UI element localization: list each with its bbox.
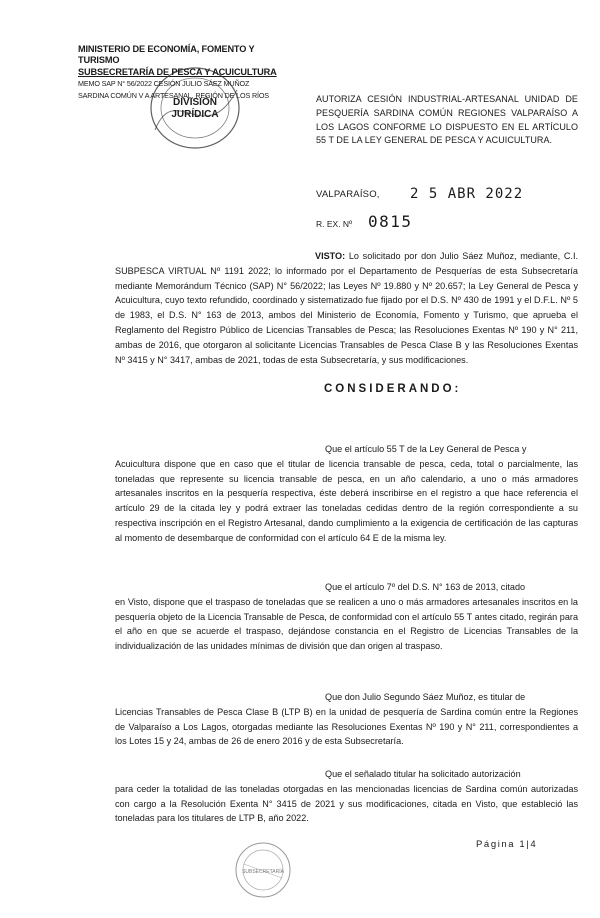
stamp-bottom-text: SUBSECRETARÍA bbox=[242, 869, 284, 875]
considerando-paragraph-3 bbox=[115, 690, 578, 749]
stamp-line-2: JURÍDICA bbox=[171, 109, 219, 120]
visto-label: VISTO: bbox=[315, 251, 346, 261]
paragraph-lead: Que el artículo 7º del D.S. N° 163 de 2013, citado bbox=[325, 582, 526, 592]
paragraph-text: en Visto, dispone que el traspaso de toneladas que se realicen a uno o más armadores artesanales inscritos en la pesquería objeto de la Licencia Transable de Pesca, de conformidad con el artículo 55 T antes citado, regirán para el año en que se acuerde el traspaso, dejándose constancia en el Registro de Licencias Transables de la individualización de las unidades mínimas de división que dan origen al traspaso. bbox=[115, 596, 578, 652]
subsecretaria-stamp bbox=[232, 838, 294, 902]
resolution-date: 2 5 ABR 2022 bbox=[410, 186, 524, 202]
memo-scope: SARDINA COMÚN V A ARTESANAL, REGIÓN DE LOS RÍOS bbox=[78, 90, 269, 100]
considerando-paragraph-4 bbox=[115, 767, 578, 826]
paragraph-lead: Que el señalado titular ha solicitado autorización bbox=[325, 769, 521, 779]
paragraph-lead: Que don Julio Segundo Sáez Muñoz, es titular de bbox=[325, 692, 526, 702]
ministry-name: MINISTERIO DE ECONOMÍA, FOMENTO Y TURISMO bbox=[78, 44, 255, 66]
division-juridica-stamp bbox=[145, 60, 245, 155]
paragraph-lead: Que el artículo 55 T de la Ley General de Pesca y bbox=[325, 444, 527, 454]
page-number: Página 1|4 bbox=[476, 839, 538, 850]
rex-label: R. EX. Nº bbox=[316, 219, 353, 229]
considerando-paragraph-1 bbox=[115, 442, 578, 546]
considerando-paragraph-2 bbox=[115, 580, 578, 654]
paragraph-text: Acuicultura dispone que en caso que el titular de licencia transable de pesca, ceda, total o parcialmente, las toneladas que represente su licencia transable de pesca, en un año calendario, a uno o más armadores artesanales inscritos en la pesquería respectiva, éste deberá inscribirse en el registro a que hace referencia el artículo 29 de la citada ley y podrá extraer las toneladas cedidas dentro de la región correspondiente a su respectiva inscripción en el Registro Artesanal, dando cumplimiento a la exigencia de certificación de las capturas al momento de desembarque de conformidad con el artículo 64 E de la misma ley. bbox=[115, 458, 578, 543]
visto-section bbox=[115, 249, 578, 367]
place-label: VALPARAÍSO, bbox=[316, 189, 380, 200]
subsecretaria-name: SUBSECRETARÍA DE PESCA Y ACUICULTURA bbox=[78, 66, 277, 77]
rex-number: 0815 bbox=[368, 212, 413, 231]
paragraph-text: Licencias Transables de Pesca Clase B (LTP B) en la unidad de pesquería de Sardina común entre la Regiones de Valparaíso a Los Lagos, otorgadas mediante las Resoluciones Exentas Nº 190 y N° 211, correspondientes a los Lotes 15 y 24, ambas de 26 de enero 2016 y de esta Subsecretaría. bbox=[115, 706, 578, 747]
considerando-heading: CONSIDERANDO: bbox=[324, 383, 462, 395]
resolution-subject: AUTORIZA CESIÓN INDUSTRIAL-ARTESANAL UNIDAD DE PESQUERÍA SARDINA COMÚN REGIONES VALPARAÍSO A LOS LAGOS CONFORME LO DISPUESTO EN EL ARTÍCULO 55 T DE LA LEY GENERAL DE PESCA Y ACUICULTURA. bbox=[316, 94, 578, 146]
memo-reference: MEMO SAP N° 56/2022 CESIÓN JULIO SÁEZ MUÑOZ bbox=[78, 79, 250, 89]
paragraph-text: para ceder la totalidad de las toneladas otorgadas en las mencionadas licencias de Sardina común autorizadas con cargo a la Resolución Exenta N° 3415 de 2021 y sus modificaciones, citada en Visto, que estableció las toneladas para los titulares de LTP B, año 2022. bbox=[115, 783, 578, 824]
visto-text: Lo solicitado por don Julio Sáez Muñoz, mediante, C.I. SUBPESCA VIRTUAL Nº 1191 2022; lo informado por el Departamento de Pesquerías de esta Subsecretaría mediante Memorándum Técnico (SAP) N° 56/2022; las Leyes Nº 19.880 y Nº 20.657; la Ley General de Pesca y Acuicultura, cuyo texto refundido, coordinado y sistematizado fue fijado por el D.S. Nº 430 de 1991 y el D.F.L. Nº 5 de 1983, el D.S. N° 163 de 2013, ambos del Ministerio de Economía, Fomento y Turismo, que aprueba el Reglamento del Registro Público de Licencias Transables de Pesca; las Resoluciones Exentas Nº 190 y N° 211, ambas de 2016, que otorgaron al solicitante Licencias Transables de Pesca Clase B y las Resoluciones Exentas Nº 3415 y N° 3417, ambas de 2021, todas de esta Subsecretaría, y sus modificaciones. bbox=[115, 251, 578, 365]
stamp-line-1: DIVISIÓN bbox=[173, 97, 217, 108]
